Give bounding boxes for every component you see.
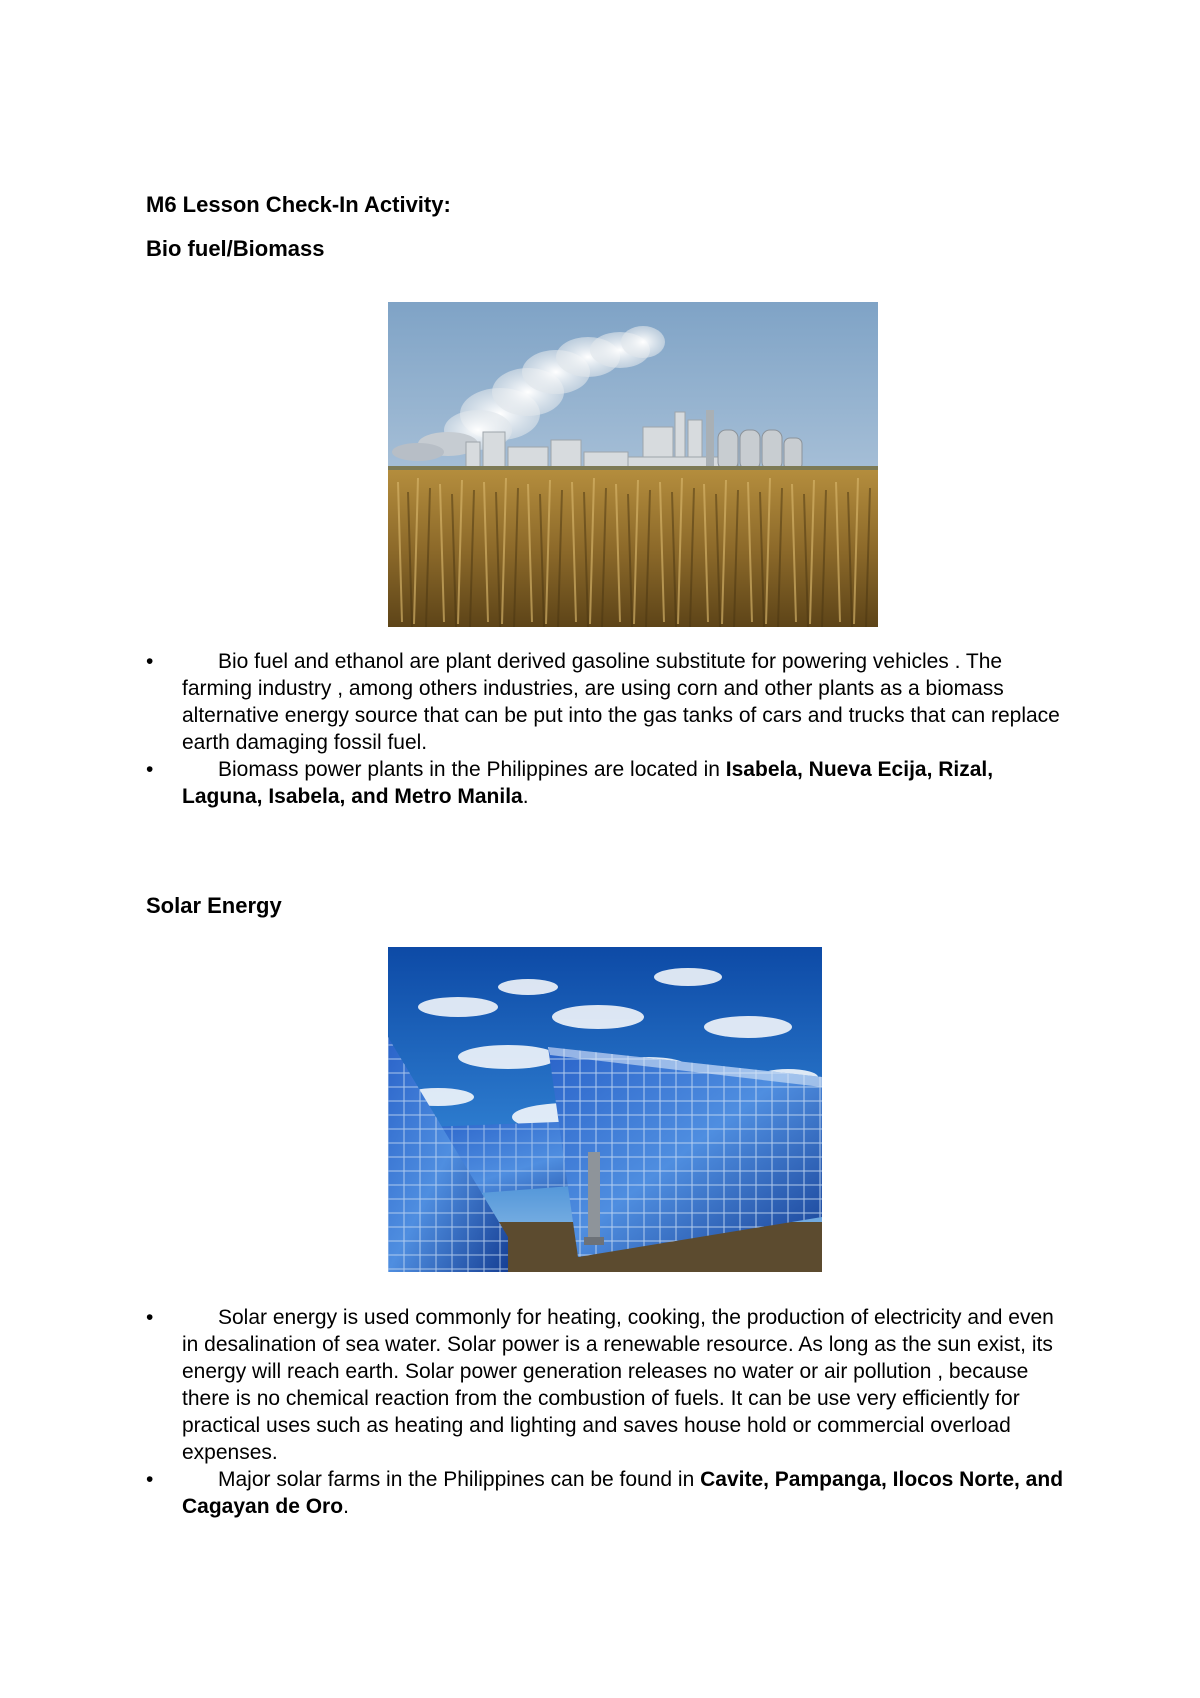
biofuel-bullet-1-text: Bio fuel and ethanol are plant derived gasoline substitute for powering vehicles . The farming industry , among others industries, are using corn and other plants as a biomass alternative energy source that can be put into the gas tanks of cars and trucks that can replace earth damaging fossil fuel. [182, 650, 1060, 754]
list-item [146, 1466, 1066, 1520]
bullet-dot: • [146, 1468, 154, 1491]
section-heading-biofuel: Bio fuel/Biomass [146, 236, 325, 261]
solar-panels-image [388, 947, 822, 1272]
biofuel-bullet-2-end: . [522, 785, 529, 808]
biofuel-bullet-2-text: Biomass power plants in the Philippines are located in [218, 758, 726, 781]
biofuel-plant-cornfield-image [388, 302, 878, 627]
biofuel-bullet-list [146, 648, 1066, 810]
solar-bullet-list [146, 1304, 1066, 1520]
solar-locations: Cavite, Pampanga, Ilocos Norte, and Cagayan de Oro [182, 1468, 1064, 1518]
list-item [146, 756, 1066, 810]
page-title: M6 Lesson Check-In Activity: [146, 192, 451, 217]
list-item [146, 648, 1066, 756]
solar-bullet-2-end: . [343, 1495, 349, 1518]
solar-bullet-1-text: Solar energy is used commonly for heating, cooking, the production of electricity and even in desalination of sea water. Solar power is a renewable resource. As long as the sun exist, its energy will reach earth. Solar power generation releases no water or air pollution , because there is no chemical reaction from the combustion of fuels. It can be use very efficiently for practical uses such as heating and lighting and saves house hold or commercial overload expenses. [182, 1306, 1054, 1464]
section-heading-solar: Solar Energy [146, 893, 282, 918]
bullet-dot: • [146, 650, 154, 673]
bullet-dot: • [146, 1306, 154, 1329]
biofuel-locations: Isabela, Nueva Ecija, Rizal, Laguna, Isabela, and Metro Manila [182, 758, 994, 808]
solar-bullet-2-text: Major solar farms in the Philippines can be found in [218, 1468, 701, 1491]
bullet-dot: • [146, 758, 154, 781]
solar-photo-illustration [388, 947, 822, 1272]
list-item [146, 1304, 1066, 1466]
biofuel-photo-illustration [388, 302, 878, 627]
